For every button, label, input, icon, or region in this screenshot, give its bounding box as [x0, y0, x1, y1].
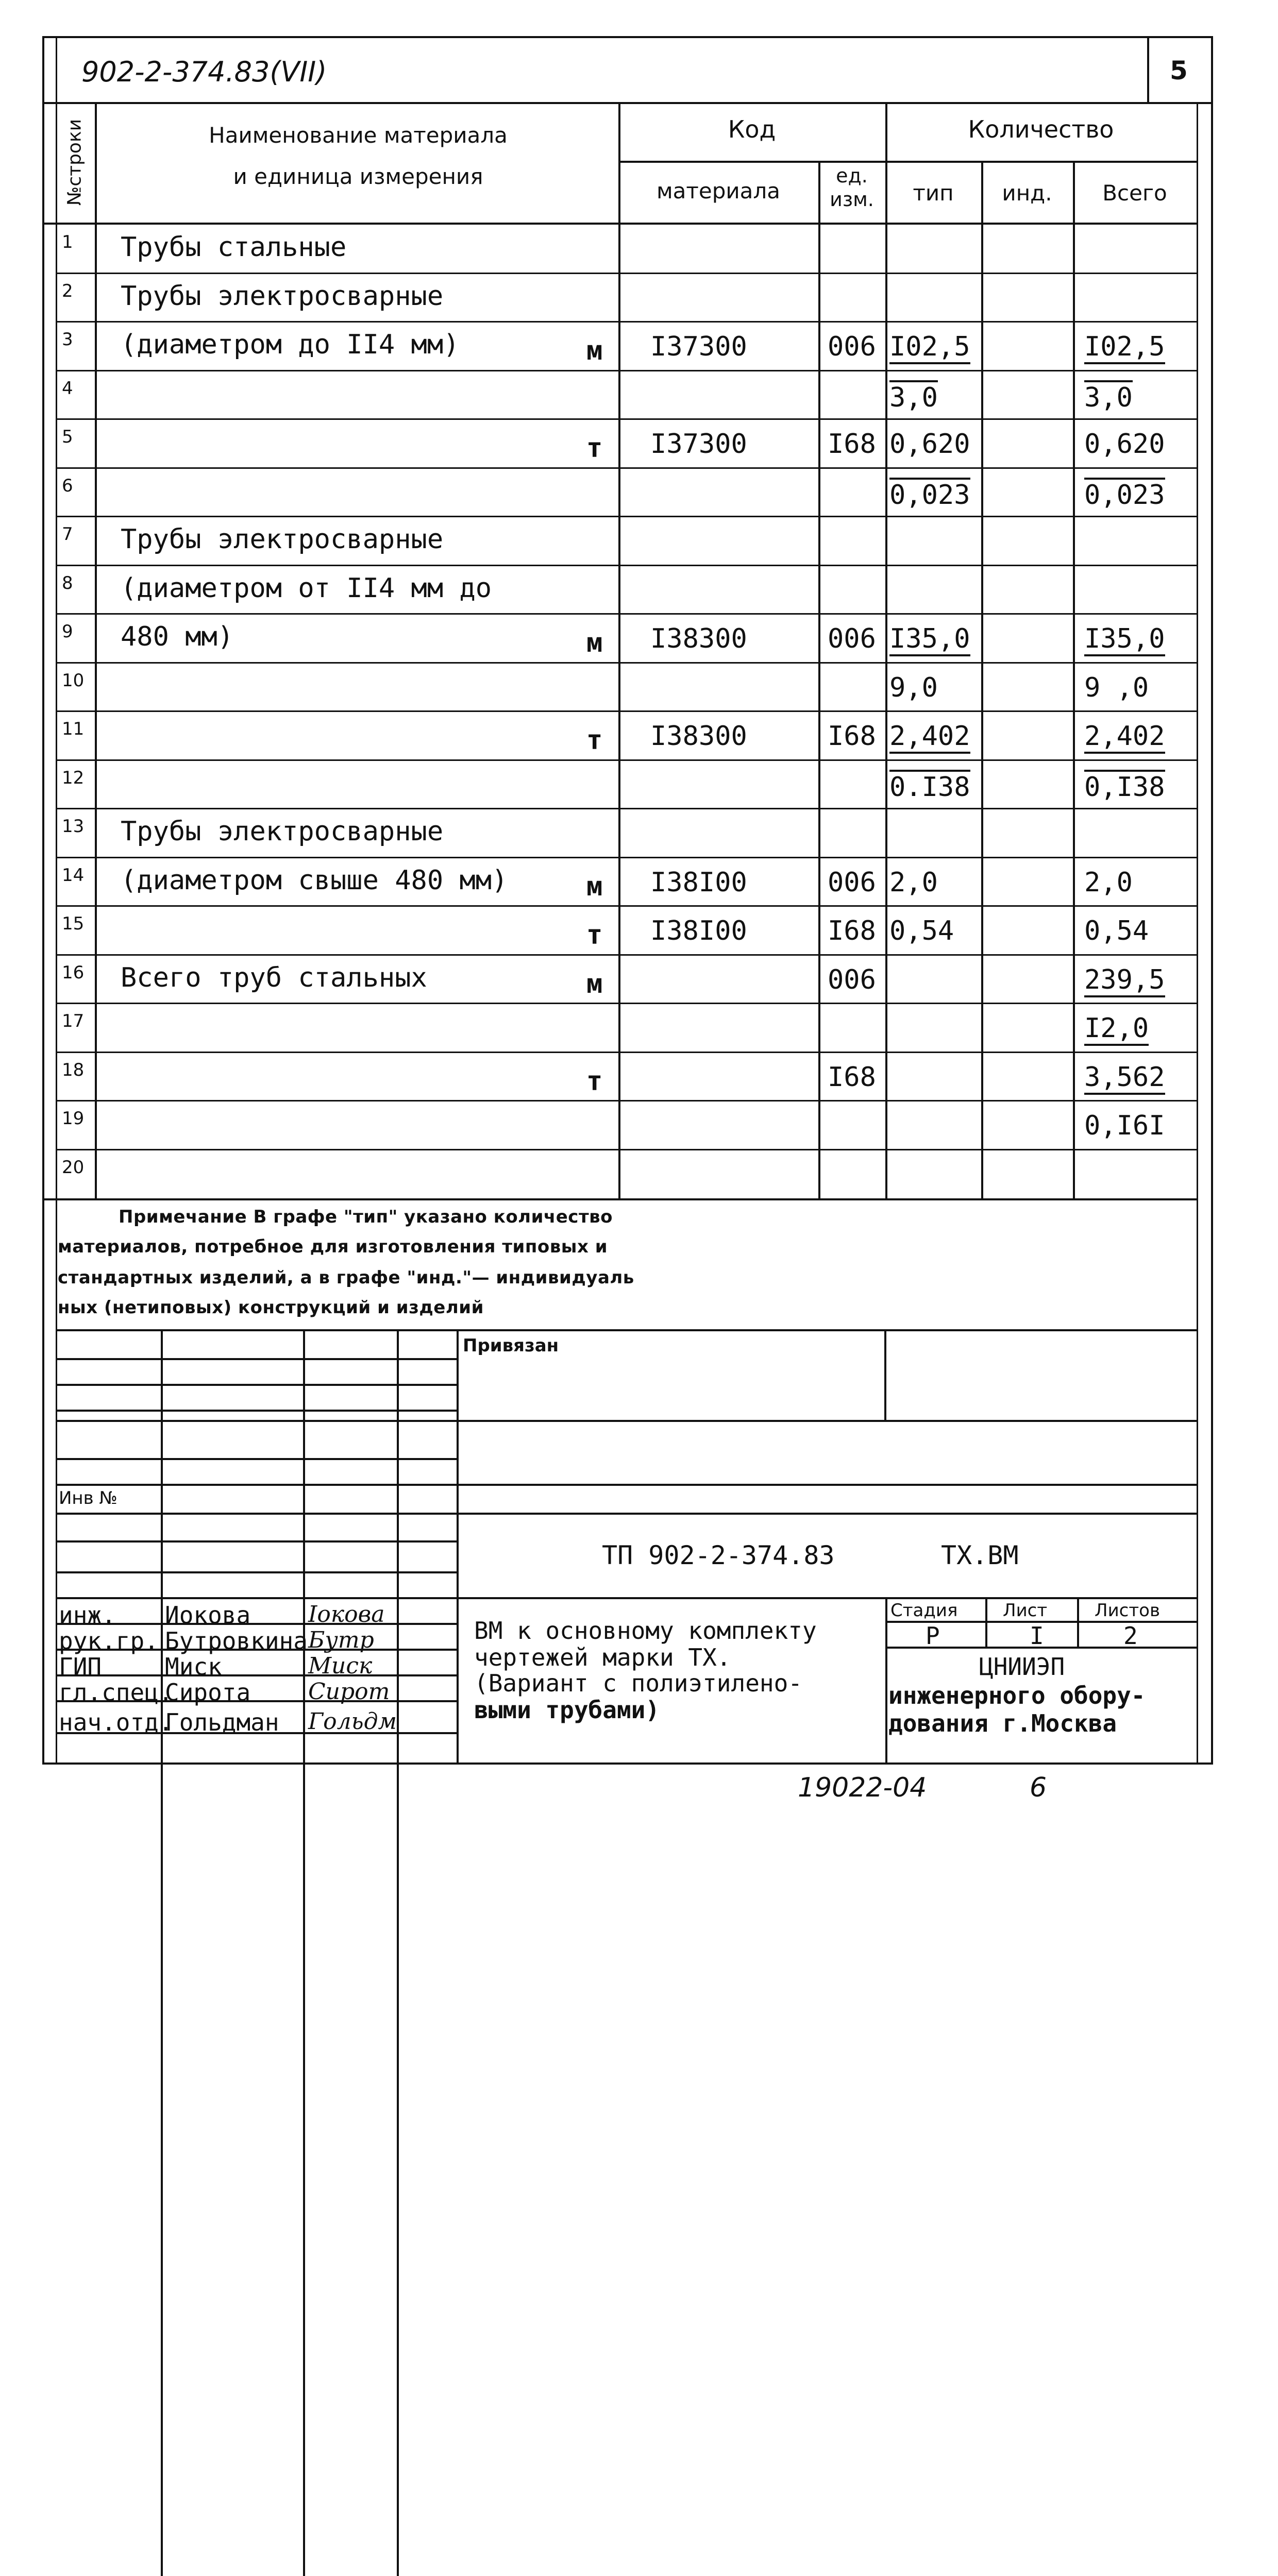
row-unit: м — [586, 871, 603, 902]
document-title-line1: ВМ к основному комплекту — [474, 1617, 817, 1645]
row-number: 19 — [62, 1108, 85, 1129]
row-unit-code: I68 — [828, 721, 876, 752]
row-number: 3 — [62, 329, 73, 350]
note-line1: Примечание В графе "тип" указано количество — [119, 1207, 613, 1227]
row-unit: т — [586, 1065, 603, 1097]
row-unit-code: 006 — [828, 964, 876, 995]
note-line2: материалов, потребное для изготовления типовых и — [58, 1236, 608, 1257]
row-name: (диаметром свыше 480 мм) — [121, 865, 508, 896]
row-qty-total: 3,562 — [1084, 1062, 1165, 1095]
row-qty-total: 0,I38 — [1084, 770, 1165, 803]
signature: Бутр — [308, 1627, 374, 1653]
name-header-line2: и единица измерения — [233, 164, 483, 189]
row-number: 15 — [62, 913, 85, 934]
row-unit: м — [586, 968, 603, 999]
row-qty-total: 0,I6I — [1084, 1110, 1165, 1141]
row-material-code: I37300 — [650, 331, 747, 362]
row-unit-code: I68 — [828, 1061, 876, 1093]
document-title-line4: выми трубами) — [474, 1696, 660, 1724]
code-group-header: Код — [728, 115, 776, 143]
row-qty-type: 0,023 — [889, 478, 970, 511]
row-number-header: №строки — [64, 118, 86, 206]
document-title-line2: чертежей марки ТХ. — [474, 1643, 731, 1671]
row-unit-code: I68 — [828, 429, 876, 460]
row-material-code: I38I00 — [650, 867, 747, 898]
row-unit: т — [586, 725, 603, 756]
row-qty-total: I2,0 — [1084, 1013, 1149, 1046]
row-qty-type: 0,54 — [889, 916, 954, 946]
page-number: 5 — [1170, 56, 1188, 86]
signer-name: Гольдман — [165, 1708, 279, 1736]
row-qty-type: 3,0 — [889, 380, 938, 413]
row-number: 18 — [62, 1059, 85, 1080]
signer-name: Бутровкина — [165, 1627, 308, 1655]
note-line3: стандартных изделий, а в графе "инд."— индивидуаль — [58, 1267, 634, 1288]
note-line4: ных (нетиповых) конструкций и изделий — [58, 1297, 484, 1318]
row-qty-total: 2,402 — [1084, 721, 1165, 754]
row-name: 480 мм) — [121, 621, 234, 652]
qty-type-header: тип — [913, 180, 954, 206]
footer-page: 6 — [1030, 1772, 1047, 1803]
row-number: 5 — [62, 427, 73, 447]
row-qty-total: 2,0 — [1084, 867, 1133, 898]
row-unit-code: I68 — [828, 916, 876, 946]
name-header-line1: Наименование материала — [209, 123, 508, 148]
row-qty-type: I02,5 — [889, 331, 970, 364]
row-number: 17 — [62, 1011, 85, 1031]
organization-line1: ЦНИИЭП — [979, 1653, 1065, 1681]
row-number: 16 — [62, 962, 85, 983]
linked-label: Привязан — [463, 1335, 559, 1356]
sheet-value: I — [1030, 1622, 1044, 1650]
drawing-mark: ТХ.ВМ — [941, 1540, 1019, 1570]
row-qty-total: 239,5 — [1084, 964, 1165, 997]
inventory-number-label: Инв № — [59, 1488, 117, 1509]
row-material-code: I38I00 — [650, 916, 747, 946]
signature: Миск — [308, 1653, 373, 1679]
row-unit: м — [586, 628, 603, 658]
row-unit-code: 006 — [828, 867, 876, 898]
code-unit-header: ед. изм. — [830, 164, 874, 211]
row-name: Трубы стальные — [121, 232, 347, 263]
qty-individual-header: инд. — [1002, 180, 1052, 206]
row-number: 2 — [62, 280, 73, 301]
signer-name: Иокова — [165, 1601, 251, 1629]
row-unit-code: 006 — [828, 331, 876, 362]
signer-role: гл.спец. — [59, 1679, 173, 1706]
row-number: 13 — [62, 816, 85, 837]
row-name: Трубы электросварные — [121, 524, 444, 555]
row-number: 14 — [62, 865, 85, 886]
sheet-designation: 902-2-374.83(VII) — [81, 56, 327, 88]
row-qty-total: 9 ,0 — [1084, 672, 1149, 703]
row-material-code: I37300 — [650, 429, 747, 460]
signer-name: Сирота — [165, 1679, 251, 1706]
sheet-label: Лист — [1003, 1600, 1048, 1621]
project-code: ТП 902-2-374.83 — [602, 1540, 835, 1570]
signature: Іокова — [308, 1601, 385, 1628]
signer-role: инж. — [59, 1601, 116, 1629]
row-name: Всего труб стальных — [121, 962, 427, 993]
signer-role: рук.гр. — [59, 1627, 159, 1655]
row-name: (диаметром от II4 мм до — [121, 572, 492, 604]
code-material-header: материала — [656, 178, 780, 204]
row-qty-total: I02,5 — [1084, 331, 1165, 364]
row-unit: т — [586, 920, 603, 951]
row-qty-total: 0,54 — [1084, 916, 1149, 946]
row-number: 4 — [62, 378, 73, 399]
row-number: 11 — [62, 719, 85, 739]
signer-role: нач.отд. — [59, 1708, 173, 1736]
row-qty-type: I35,0 — [889, 623, 970, 656]
row-unit: м — [586, 335, 603, 366]
signer-name: Миск — [165, 1653, 222, 1681]
row-name: Трубы электросварные — [121, 280, 444, 312]
row-qty-type: 9,0 — [889, 672, 938, 703]
row-unit-code: 006 — [828, 623, 876, 654]
row-number: 1 — [62, 232, 73, 252]
signature: Сирот — [308, 1679, 390, 1705]
row-qty-total: 0,620 — [1084, 429, 1165, 460]
row-unit: т — [586, 433, 603, 464]
row-number: 10 — [62, 670, 85, 691]
organization-line2: инженерного обору- — [888, 1682, 1146, 1709]
row-material-code: I38300 — [650, 623, 747, 654]
row-qty-type: 2,402 — [889, 721, 970, 754]
stage-label: Стадия — [890, 1600, 958, 1621]
sheets-label: Листов — [1095, 1600, 1161, 1621]
row-number: 20 — [62, 1157, 85, 1178]
row-qty-type: 2,0 — [889, 867, 938, 898]
quantity-group-header: Количество — [968, 115, 1114, 143]
row-number: 12 — [62, 767, 85, 788]
stage-value: Р — [926, 1622, 940, 1650]
row-number: 6 — [62, 475, 73, 496]
signer-role: ГИП — [59, 1653, 102, 1681]
row-qty-type: 0,620 — [889, 429, 970, 460]
row-material-code: I38300 — [650, 721, 747, 752]
row-qty-total: I35,0 — [1084, 623, 1165, 656]
row-number: 9 — [62, 621, 73, 642]
organization-line3: дования г.Москва — [888, 1709, 1117, 1737]
row-name: (диаметром до II4 мм) — [121, 329, 460, 360]
row-number: 8 — [62, 572, 73, 594]
sheets-value: 2 — [1123, 1622, 1138, 1650]
qty-total-header: Всего — [1102, 180, 1167, 206]
row-name: Трубы электросварные — [121, 816, 444, 847]
row-qty-total: 0,023 — [1084, 478, 1165, 511]
row-qty-total: 3,0 — [1084, 380, 1133, 413]
document-title-line3: (Вариант с полиэтилено- — [474, 1669, 802, 1697]
signature: Гольдм — [308, 1708, 397, 1735]
row-qty-type: 0.I38 — [889, 770, 970, 803]
archive-number: 19022-04 — [798, 1772, 927, 1803]
row-number: 7 — [62, 524, 73, 545]
